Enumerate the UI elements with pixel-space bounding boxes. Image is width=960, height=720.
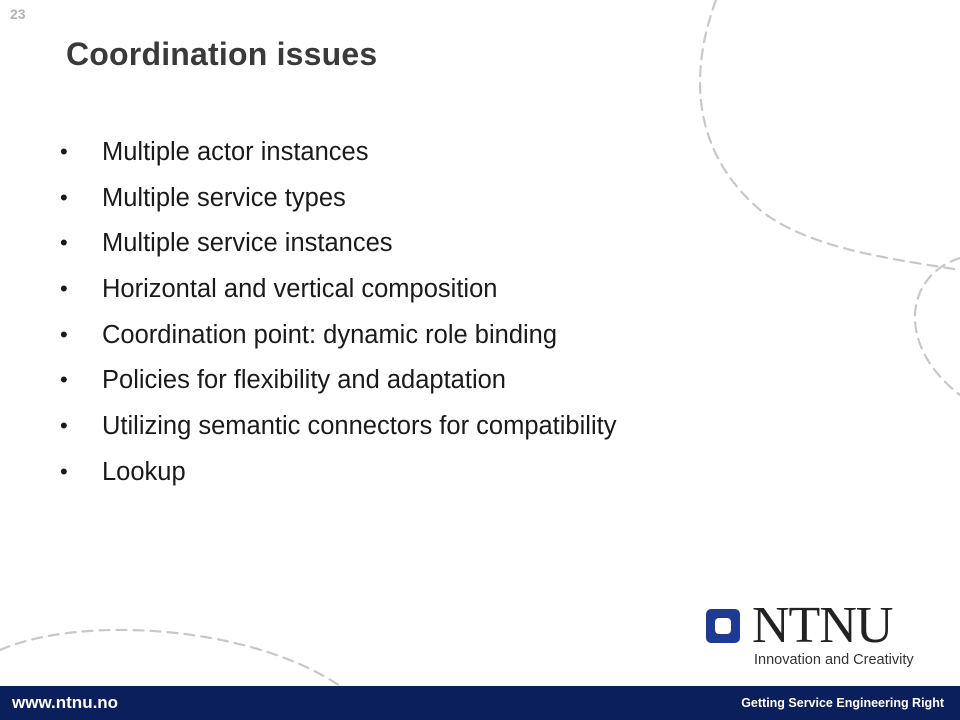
bullet-item bbox=[60, 405, 616, 451]
bullet-text: Coordination point: dynamic role binding bbox=[102, 320, 558, 349]
bullet-text: Policies for flexibility and adaptation bbox=[102, 366, 506, 395]
dashed-arc-right bbox=[915, 258, 960, 395]
bullet-text: Horizontal and vertical composition bbox=[102, 275, 498, 304]
bullet-item bbox=[60, 359, 616, 405]
ntnu-logo bbox=[706, 597, 940, 672]
bullet-item bbox=[60, 268, 616, 314]
footer-bar bbox=[0, 686, 960, 720]
bullet-item bbox=[60, 222, 616, 268]
slide-title: Coordination issues bbox=[66, 36, 378, 72]
bullet-text: Utilizing semantic connectors for compatibility bbox=[102, 412, 617, 441]
logo-wordmark: NTNU bbox=[752, 597, 893, 654]
bullet-dot: • bbox=[60, 458, 68, 484]
bullet-text: Multiple service instances bbox=[102, 229, 393, 258]
bullet-dot: • bbox=[60, 276, 68, 302]
bullet-text: Multiple service types bbox=[102, 183, 346, 212]
bullet-text: Multiple actor instances bbox=[102, 138, 369, 166]
bullet-dot: • bbox=[60, 184, 68, 210]
bullet-item bbox=[60, 177, 616, 223]
bullet-item bbox=[60, 451, 616, 497]
bullet-text: Lookup bbox=[102, 457, 186, 486]
ntnu-logo-square-inner bbox=[715, 618, 731, 634]
bullet-item bbox=[60, 131, 616, 177]
bullet-dot: • bbox=[60, 230, 68, 256]
bullet-dot: • bbox=[60, 139, 68, 164]
dashed-arc-bottom-left bbox=[0, 630, 340, 686]
ntnu-logo-square-icon bbox=[706, 609, 740, 643]
dashed-arc-top-right bbox=[700, 0, 960, 270]
bullet-list bbox=[60, 131, 616, 497]
logo-tagline: Innovation and Creativity bbox=[754, 652, 914, 668]
bullet-item bbox=[60, 314, 616, 360]
slide-number: 23 bbox=[10, 6, 26, 22]
bullet-dot: • bbox=[60, 321, 68, 347]
footer-url: www.ntnu.no bbox=[12, 693, 119, 712]
footer-caption: Getting Service Engineering Right bbox=[741, 696, 944, 710]
bullet-dot: • bbox=[60, 413, 68, 439]
bullet-dot: • bbox=[60, 367, 68, 393]
